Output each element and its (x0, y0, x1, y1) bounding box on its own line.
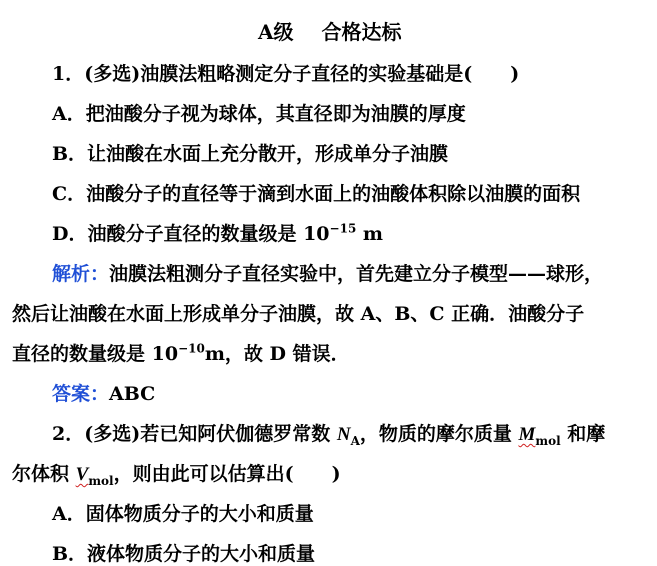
analysis-text-1: 油膜法粗测分子直径实验中，首先建立分子模型——球形， (109, 263, 604, 285)
analysis-text-3-post: m，故 D 错误． (204, 343, 350, 365)
v-subscript: mol (88, 473, 114, 488)
q2-line2-pre: 尔体积 (12, 463, 76, 485)
na-symbol: N (336, 424, 351, 445)
question-2-stem (52, 422, 605, 447)
question-2-line-2 (12, 462, 341, 487)
answer-label: 答案： (52, 383, 110, 405)
analysis-line-2: 然后让油酸在水面上形成单分子油膜，故 A、B、C 正确．油酸分子 (12, 303, 585, 325)
na-subscript: A (350, 433, 360, 448)
answer-value: ABC (109, 383, 156, 405)
question-1-option-c: C．油酸分子的直径等于滴到水面上的油酸体积除以油膜的面积 (52, 183, 581, 205)
q2-line2-post: ，则由此可以估算出( ) (113, 463, 341, 485)
analysis-label: 解析： (52, 263, 110, 285)
analysis-text-3-pre: 直径的数量级是 10 (12, 343, 179, 365)
question-1-option-d (52, 222, 383, 246)
section-title: 合格达标 (321, 20, 402, 44)
v-symbol: V (75, 464, 89, 485)
molar-volume-term (75, 463, 114, 488)
analysis-exponent: −10 (178, 341, 205, 356)
section-heading (258, 20, 402, 44)
option-d-exponent: −15 (329, 221, 357, 236)
question-2-option-a: A．固体物质分子的大小和质量 (52, 503, 314, 525)
m-symbol: M (518, 424, 536, 445)
q2-stem-mid: ，物质的摩尔质量 (359, 423, 519, 445)
level-label: A级 (258, 20, 294, 44)
m-subscript: mol (535, 433, 561, 448)
question-2-option-b: B．液体物质分子的大小和质量 (52, 543, 316, 565)
analysis-line-1 (52, 262, 603, 286)
analysis-line-3 (12, 342, 350, 366)
question-1-stem: 1．(多选)油膜法粗略测定分子直径的实验基础是( ) (52, 63, 520, 85)
molar-mass-term (518, 423, 561, 448)
question-1-option-b: B．让油酸在水面上充分散开，形成单分子油膜 (52, 143, 449, 165)
option-d-unit: m (356, 223, 384, 245)
question-1-option-a: A．把油酸分子视为球体，其直径即为油膜的厚度 (52, 103, 466, 125)
q2-stem-pre: 2．(多选)若已知阿伏伽德罗常数 (52, 423, 337, 445)
q2-stem-post: 和摩 (560, 423, 606, 445)
answer-line (52, 382, 155, 406)
option-d-text: D．油酸分子直径的数量级是 10 (52, 223, 330, 245)
